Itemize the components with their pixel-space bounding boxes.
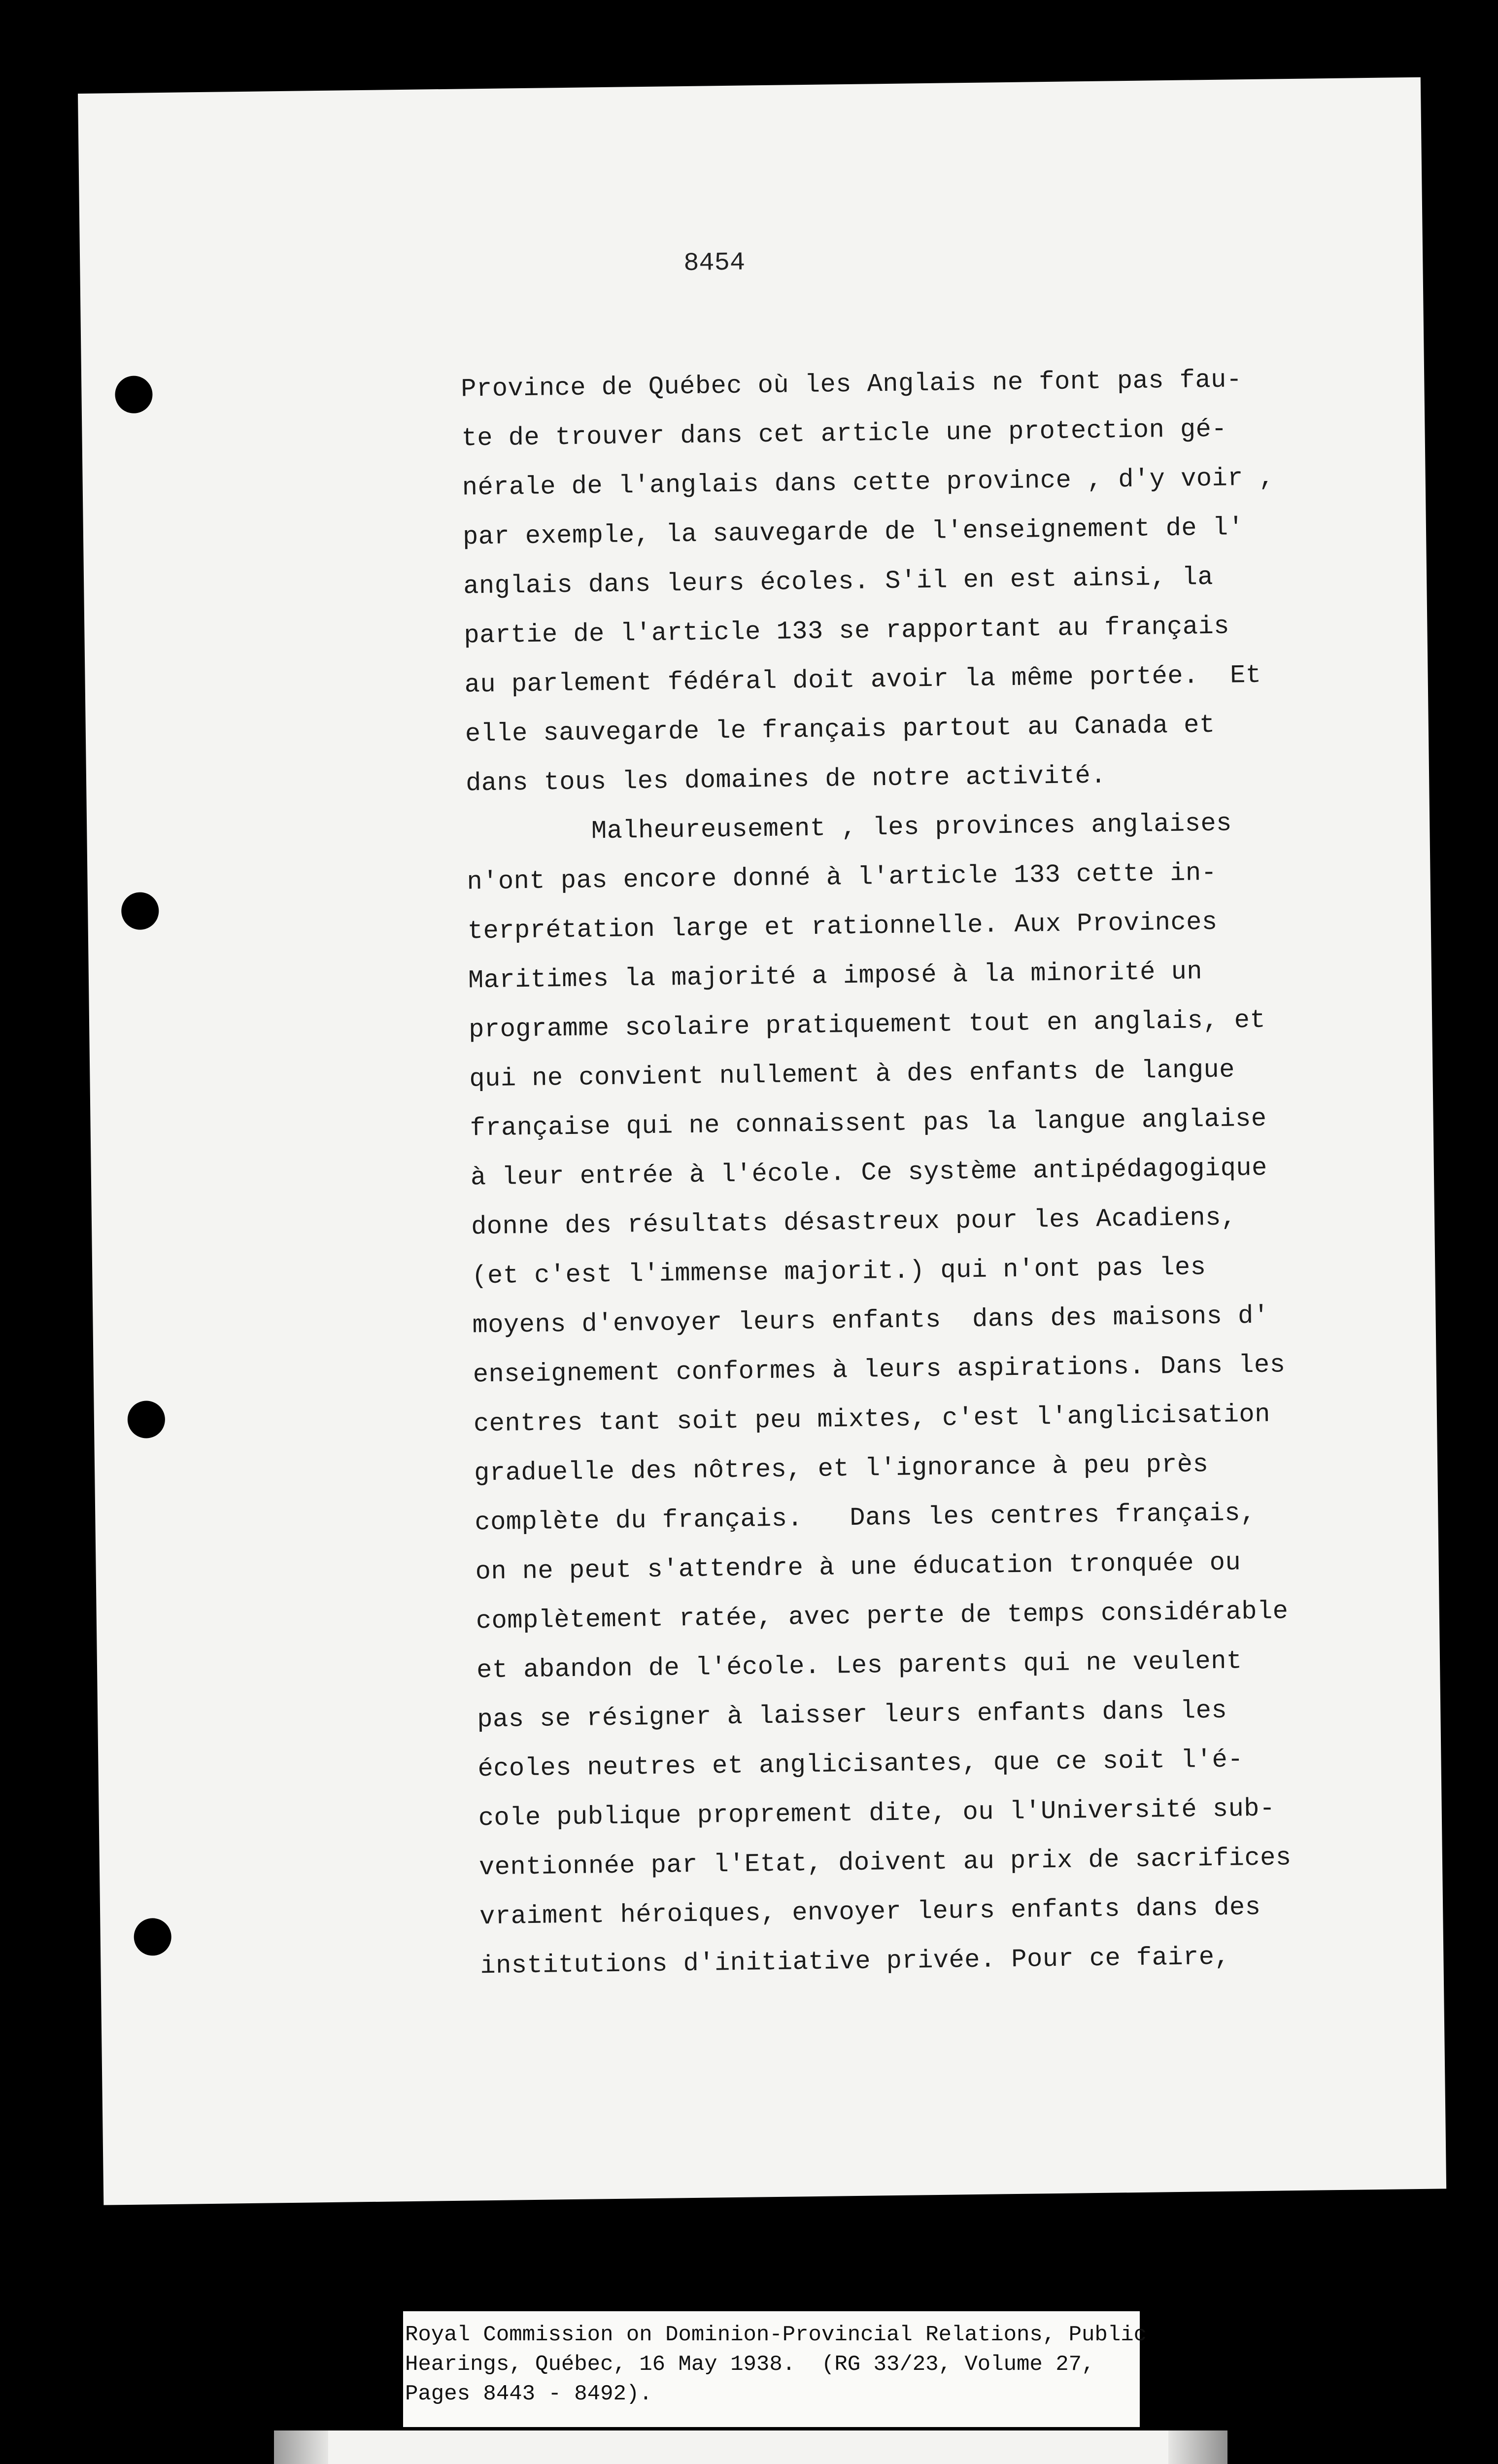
text-line: écoles neutres et anglicisantes, que ce soit l'é- (477, 1745, 1244, 1784)
text-line: partie de l'article 133 se rapportant au français (464, 612, 1230, 650)
body-text (461, 354, 1333, 1991)
citation-slip (403, 2311, 1147, 2427)
punch-hole (127, 1401, 165, 1438)
text-line: qui ne convient nullement à des enfants de langue (469, 1055, 1235, 1094)
text-line: enseignement conformes à leurs aspirations. Dans les (473, 1350, 1286, 1390)
text-line: centres tant soit peu mixtes, c'est l'anglicisation (473, 1400, 1271, 1439)
text-line: (et c'est l'immense majorit.) qui n'ont pas les (472, 1253, 1206, 1291)
text-line: cole publique proprement dite, ou l'Université sub- (478, 1794, 1276, 1833)
text-line: complète du français. Dans les centres français, (475, 1499, 1256, 1538)
text-line: par exemple, la sauvegarde de l'enseignement de l' (462, 513, 1244, 552)
text-line: française qui ne connaissent pas la langue anglaise (470, 1104, 1267, 1143)
text-line: elle sauvegarde le français partout au Canada et (465, 710, 1216, 749)
text-line: à leur entrée à l'école. Ce système antipédagogique (470, 1153, 1268, 1193)
citation-line: Hearings, Québec, 16 May 1938. (RG 33/23, Volume 27, (405, 2352, 1095, 2377)
text-line: terprétation large et rationnelle. Aux Provinces (467, 907, 1218, 946)
citation-line: Pages 8443 - 8492). (405, 2382, 652, 2406)
stamp-edge (1168, 2430, 1227, 2464)
text-line: institutions d'initiative privée. Pour ce faire, (480, 1942, 1230, 1981)
text-line: n'ont pas encore donné à l'article 133 cette in- (467, 858, 1217, 897)
text-line: au parlement fédéral doit avoir la même portée. Et (464, 660, 1261, 700)
text-line: vraiment héroiques, envoyer leurs enfants dans des (479, 1892, 1261, 1932)
text-line: anglais dans leurs écoles. S'il en est ainsi, la (463, 562, 1214, 601)
text-line: moyens d'envoyer leurs enfants dans des maisons d' (472, 1301, 1269, 1340)
text-line: graduelle des nôtres, et l'ignorance à peu près (474, 1450, 1209, 1488)
text-line: on ne peut s'attendre à une éducation tronquée ou (475, 1548, 1241, 1587)
text-line: Maritimes la majorité a imposé à la minorité un (468, 957, 1203, 995)
punch-hole (134, 1918, 171, 1956)
text-line: et abandon de l'école. Les parents qui ne veulent (476, 1646, 1242, 1685)
punch-hole (115, 376, 153, 413)
text-line: dans tous les domaines de notre activité. (465, 761, 1107, 798)
text-line: te de trouver dans cet article une protection gé- (461, 414, 1227, 453)
page-number: 8454 (683, 248, 746, 278)
citation-line: Royal Commission on Dominion-Provincial Relations, Public (405, 2323, 1147, 2347)
archive-stamp (274, 2430, 1227, 2464)
text-line: pas se résigner à laisser leurs enfants dans les (477, 1696, 1227, 1735)
text-line: ventionnée par l'Etat, doivent au prix de sacrifices (478, 1843, 1292, 1882)
text-line: Province de Québec où les Anglais ne font pas fau- (461, 365, 1242, 404)
text-line: nérale de l'anglais dans cette province , d'y voir , (462, 463, 1275, 503)
text-line: donne des résultats désastreux pour les Acadiens, (471, 1203, 1237, 1242)
text-line: Malheureusement , les provinces anglaises (466, 809, 1232, 848)
text-line: complètement ratée, avec perte de temps considérable (476, 1597, 1289, 1636)
stamp-edge (274, 2430, 328, 2464)
punch-hole (121, 892, 159, 930)
document-page (78, 77, 1446, 2205)
citation-text (405, 2320, 1147, 2409)
text-line: programme scolaire pratiquement tout en anglais, et (468, 1005, 1266, 1045)
